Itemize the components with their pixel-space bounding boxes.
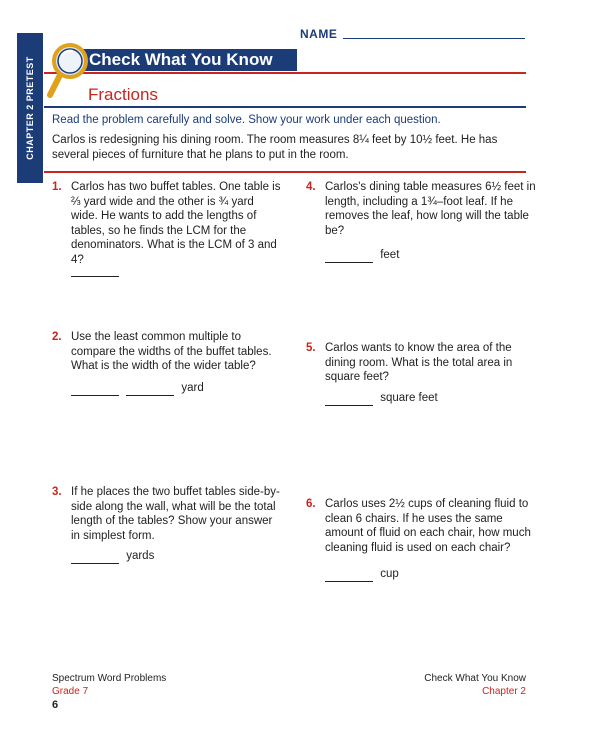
subtitle-rule xyxy=(44,106,526,108)
question-number: 5. xyxy=(306,342,316,354)
question-text: If he places the two buffet tables side-by-side along the wall, what will be the total length of the tables? Show your answer in simplest form. xyxy=(71,486,280,542)
question-3 xyxy=(52,485,292,570)
answer-unit: yard xyxy=(181,382,204,394)
answer-blank[interactable] xyxy=(325,250,373,263)
question-number: 4. xyxy=(306,181,316,193)
answer-unit: yards xyxy=(126,550,155,562)
footer-section: Check What You Know xyxy=(424,673,526,684)
footer-book: Spectrum Word Problems xyxy=(52,673,167,684)
answer-blank-whole[interactable] xyxy=(71,383,119,396)
question-text: Carlos wants to know the area of the dining room. What is the total area in square feet? xyxy=(325,342,513,384)
answer-area xyxy=(71,381,204,396)
title-rule xyxy=(44,72,526,74)
question-number: 2. xyxy=(52,331,62,343)
page-number: 6 xyxy=(52,699,59,711)
question-text: Carlos has two buffet tables. One table is ⅔ yard wide and the other is ¾ yard wide. He wants to add the lengths of tables, so he finds the LCM for the denominators. What is the LCM of 3 and 4? xyxy=(71,181,281,266)
question-text: Carlos uses 2½ cups of cleaning fluid to clean 6 chairs. If he uses the same amount of fluid on each chair, how much cleaning fluid is used on each chair? xyxy=(325,498,531,554)
intro-paragraph: Carlos is redesigning his dining room. The room measures 8¼ feet by 10½ feet. He has several pieces of furniture that he plans to put in the room. xyxy=(52,134,498,161)
question-text: Carlos's dining table measures 6½ feet in length, including a 1¾–foot leaf. If he removes the leaf, how long will the table be? xyxy=(325,181,536,237)
page-title: Check What You Know xyxy=(89,50,273,69)
title-bar xyxy=(83,49,297,71)
question-number: 3. xyxy=(52,486,62,498)
question-number: 6. xyxy=(306,498,316,510)
footer-grade: Grade 7 xyxy=(52,686,89,697)
answer-blank[interactable] xyxy=(71,264,119,277)
answer-area xyxy=(71,262,119,277)
side-tab-label: CHAPTER 2 PRETEST xyxy=(25,56,35,160)
answer-area xyxy=(71,549,154,564)
question-4 xyxy=(306,180,536,270)
question-text: Use the least common multiple to compare the widths of the buffet tables. What is the width of the wider table? xyxy=(71,331,272,373)
answer-unit: feet xyxy=(380,249,400,261)
question-6 xyxy=(306,497,536,587)
answer-blank[interactable] xyxy=(71,551,119,564)
name-line[interactable] xyxy=(343,38,525,39)
answer-blank[interactable] xyxy=(325,393,373,406)
answer-blank[interactable] xyxy=(325,569,373,582)
answer-unit: cup xyxy=(380,568,399,580)
intro-rule xyxy=(44,171,526,173)
answer-area xyxy=(325,391,438,406)
answer-area xyxy=(325,248,399,263)
chapter-side-tab xyxy=(17,33,43,183)
answer-unit: square feet xyxy=(380,392,438,404)
question-2 xyxy=(52,330,292,400)
question-5 xyxy=(306,341,536,411)
section-subtitle: Fractions xyxy=(88,85,158,104)
footer-chapter: Chapter 2 xyxy=(482,686,526,697)
instructions: Read the problem carefully and solve. Show your work under each question. xyxy=(52,114,441,126)
magnifying-glass-icon xyxy=(46,41,90,99)
name-label: NAME xyxy=(300,27,338,41)
question-number: 1. xyxy=(52,181,62,193)
answer-area xyxy=(325,567,399,582)
answer-blank-fraction[interactable] xyxy=(126,383,174,396)
question-1 xyxy=(52,180,292,280)
